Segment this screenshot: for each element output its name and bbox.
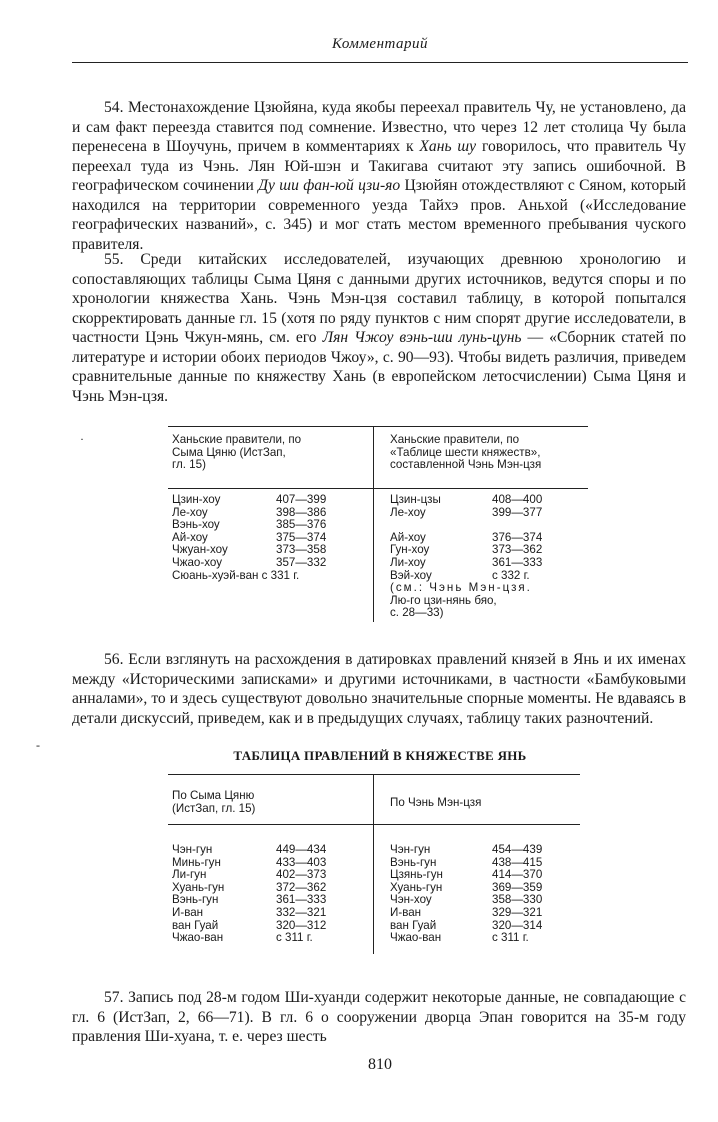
table-row: Цзянь-гун 414—370 xyxy=(390,868,543,882)
note-57: 57. Запись под 28-м годом Ши-хуанди содержит некоторые данные, не совпадающие с гл. 6 (ИстЗап, 2, 66—71). В гл. 6 о сооружении дворца Эпан говорится на 35-м году правления Ши-хуана, т. е. через шесть xyxy=(72,989,686,1045)
table-row: Ле-хоу 399—377 xyxy=(390,505,543,519)
table-row-blank xyxy=(390,519,586,532)
table-row: Хуань-гун 369—359 xyxy=(390,880,543,894)
table-row: И-ван 332—321 xyxy=(172,905,327,919)
table-row: Сюань-хуэй-ван с 331 г. xyxy=(172,568,300,582)
stray-mark: · xyxy=(80,432,84,446)
table-row: Чжао-ван с 311 г. xyxy=(172,931,313,945)
table-row: Гун-хоу 373—362 xyxy=(390,543,543,557)
table-row: ван Гуай 320—314 xyxy=(390,918,543,932)
table-row: Чэн-гун 454—439 xyxy=(390,843,543,856)
table-note: с. 28—33) xyxy=(390,606,444,620)
table-row: Цзин-хоу 407—399 xyxy=(172,493,327,506)
table-row: Вэй-хоу с 332 г. xyxy=(390,568,530,582)
table-row: И-ван 329—321 xyxy=(390,905,543,919)
left-rulers-list xyxy=(172,844,370,945)
table-head-rule xyxy=(168,824,580,825)
table-top-rule xyxy=(168,426,588,427)
table-title: ТАБЛИЦА ПРАВЛЕНИЙ В КНЯЖЕСТВЕ ЯНЬ xyxy=(233,748,527,763)
page-number: 810 xyxy=(368,1056,392,1073)
table-row: Вэнь-хоу 385—376 xyxy=(172,518,327,532)
table-top-rule xyxy=(168,774,580,775)
table-row: Хуань-гун 372—362 xyxy=(172,880,327,894)
table-note: Лю-го цзи-нянь бяо, xyxy=(390,593,497,607)
right-column-header: Ханьские правители, по «Таблице шести княжеств», составленной Чэнь Мэн-цзя xyxy=(390,433,542,472)
table-row: Ай-хоу 375—374 xyxy=(172,530,327,544)
table-row: Чжао-хоу 357—332 xyxy=(172,555,327,569)
right-rulers-list xyxy=(390,494,586,620)
left-column-header: По Сыма Цяню (ИстЗап, гл. 15) xyxy=(172,789,256,815)
table-row: Ли-гун 402—373 xyxy=(172,868,327,882)
table-row: Вэнь-гун 438—415 xyxy=(390,855,543,869)
note-54: 54. Местонахождение Цзюйяна, куда якобы переехал правитель Чу, не установлено, да и сам факт переезда ставится под сомнение. Известно, что через 12 лет столица Чу была перенесена в Шоучунь, причем в комментариях к Хань шу говорилось, что правитель Чу переехал туда из Чэнь. Лян Юй-шэн и Такигава считают эту запись ошибочной. В географическом сочинении Ду ши фан-юй цзи-яо Цзюйян отождествляют с Сяном, который находился на территории современного уезда Тайхэ пров. Аньхой («Исследование географических названий», с. 345) и мог стать местом временного пребывания чуского правителя. xyxy=(72,99,686,253)
right-rulers-list xyxy=(390,844,580,945)
table-row: Ай-хоу 376—374 xyxy=(390,530,543,544)
table-row: Чэн-гун 449—434 xyxy=(172,843,327,856)
table-head-rule xyxy=(168,488,588,489)
han-rulers-table xyxy=(168,426,588,622)
table-body-divider xyxy=(373,824,374,954)
note-55: 55. Среди китайских исследователей, изучающих древнюю хронологию и сопоставляющих таблицы Сыма Цяня с данными других источников, ведутся споры и по хронологии княжества Хань. Чэнь Мэн-цзя составил таблицу, в которой попытался скорректировать данные гл. 15 (хотя по ряду пунктов с ним спорят другие исследователи, в частности Цэнь Чжун-мянь, см. его Лян Чжоу вэнь-ши лунь-цунь — «Сборник статей по литературе и истории обоих периодов Чжоу», с. 90—93). Чтобы видеть различия, приведем сравнительные данные по княжеству Хань (в европейском летосчислении) Сыма Цяня и Чэнь Мэн-цзя. xyxy=(72,251,686,405)
table-row: Чжуан-хоу 373—358 xyxy=(172,543,327,557)
table-row: Чжао-ван с 311 г. xyxy=(390,931,529,945)
table-note: (см.: Чэнь Мэн-цзя. xyxy=(390,581,532,595)
right-column-header: По Чэнь Мэн-цзя xyxy=(390,796,482,809)
table-row: ван Гуай 320—312 xyxy=(172,918,327,932)
note-56: 56. Если взглянуть на расхождения в датировках правлений князей в Янь и их именах между «Историческими записками» и другими источниками, в частности «Бамбуковыми анналами», то и здесь существуют довольно значительные спорные моменты. Не вдаваясь в детали дискуссий, приведем, как и в предыдущих случаях, таблицу таких разночтений. xyxy=(72,651,686,727)
table-row: Минь-гун 433—403 xyxy=(172,855,327,869)
yan-rulers-table xyxy=(168,774,580,954)
table-row: Ле-хоу 398—386 xyxy=(172,505,327,519)
table-head-divider xyxy=(373,426,374,488)
left-rulers-list xyxy=(172,494,370,582)
table-head-divider xyxy=(373,774,374,824)
table-row: Ли-хоу 361—333 xyxy=(390,555,543,569)
running-header: Комментарий xyxy=(331,36,429,52)
header-rule xyxy=(72,62,688,63)
table-body-divider xyxy=(373,488,374,622)
table-row: Цзин-цзы 408—400 xyxy=(390,493,543,506)
table-row: Чэн-хоу 358—330 xyxy=(390,893,543,907)
stray-mark: - xyxy=(36,738,40,752)
table-row: Вэнь-гун 361—333 xyxy=(172,893,327,907)
left-column-header: Ханьские правители, по Сыма Цяню (ИстЗап, гл. 15) xyxy=(172,433,302,472)
